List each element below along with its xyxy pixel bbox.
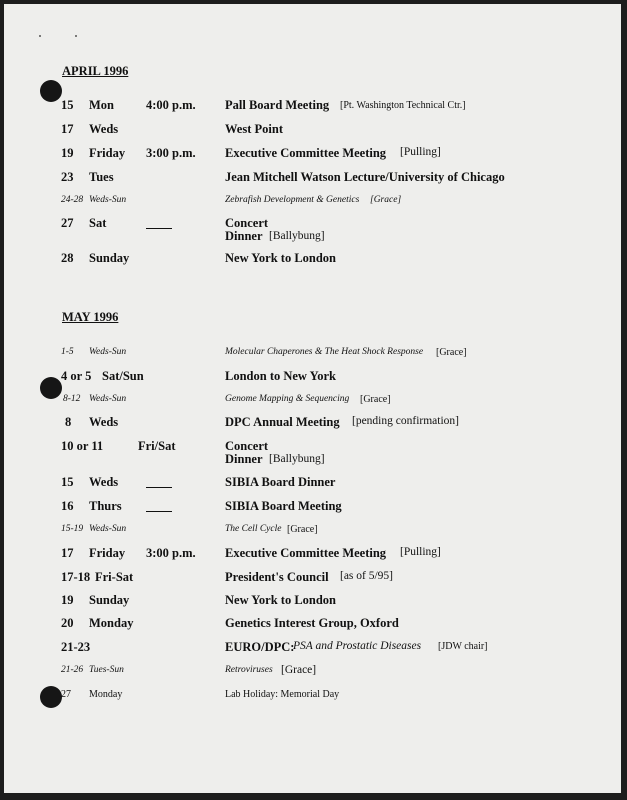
date: 8-12 (63, 394, 81, 404)
day: Friday (89, 146, 126, 160)
note: [Grace] (281, 664, 317, 676)
date: 17 (61, 122, 74, 136)
note: [Grace] (360, 394, 391, 405)
schedule-row (4, 216, 621, 246)
event: New York to London (225, 593, 337, 607)
date: 15-19 (61, 524, 84, 534)
date: 27 (61, 689, 71, 700)
time: 4:00 p.m. (146, 98, 196, 112)
date: 27 (61, 216, 74, 230)
blank-time-line (146, 511, 172, 512)
note: [Pulling] (400, 546, 441, 558)
event: Zebrafish Development & Genetics (225, 195, 360, 205)
date: 21-23 (61, 640, 91, 654)
schedule-row (4, 98, 621, 114)
day: Weds-Sun (89, 524, 127, 534)
date: 19 (61, 146, 74, 160)
schedule-row (4, 570, 621, 586)
day: Sat (89, 216, 107, 230)
schedule-row (4, 251, 621, 267)
date: 15 (61, 475, 74, 489)
day: Tues (89, 170, 114, 184)
event-italic: PSA and Prostatic Diseases (293, 640, 422, 652)
date: 1-5 (61, 347, 74, 357)
speck (75, 35, 77, 37)
event-line-2: Dinner (225, 229, 263, 243)
event: The Cell Cycle (225, 524, 282, 534)
speck (39, 35, 41, 37)
schedule-row (4, 146, 621, 162)
day: Weds-Sun (89, 347, 127, 357)
schedule-row (4, 546, 621, 562)
day: Weds (89, 475, 119, 489)
event: Executive Committee Meeting (225, 146, 387, 160)
schedule-row (4, 616, 621, 632)
note: [Grace] (436, 347, 467, 358)
date: 10 or 11 (61, 439, 104, 453)
date: 16 (61, 499, 74, 513)
schedule-row (4, 439, 621, 469)
date: 19 (61, 593, 74, 607)
schedule-row (4, 499, 621, 515)
note: [Grace] (370, 195, 402, 205)
schedule-row (4, 665, 621, 681)
day: Sunday (89, 593, 130, 607)
event: SIBIA Board Dinner (225, 475, 336, 489)
month-heading-april: APRIL 1996 (62, 64, 129, 78)
event: Jean Mitchell Watson Lecture/University of Chicago (225, 170, 505, 184)
date: 24-28 (61, 195, 84, 205)
event: Genetics Interest Group, Oxford (225, 616, 399, 630)
time: 3:00 p.m. (146, 546, 196, 560)
date: 15 (61, 98, 74, 112)
day: Monday (89, 616, 134, 630)
date: 23 (61, 170, 74, 184)
event: SIBIA Board Meeting (225, 499, 342, 513)
blank-time-line (146, 487, 172, 488)
day: Sat/Sun (102, 369, 144, 383)
event: West Point (225, 122, 283, 136)
note: [Ballybung] (269, 230, 325, 242)
schedule-row (4, 394, 621, 410)
blank-time-line (146, 228, 172, 229)
day: Thurs (89, 499, 122, 513)
schedule-row (4, 524, 621, 540)
date: 8 (65, 415, 72, 429)
day: Tues-Sun (89, 665, 124, 675)
time: 3:00 p.m. (146, 146, 196, 160)
document-page (4, 4, 621, 793)
date: 21-26 (61, 665, 84, 675)
event: Concert (225, 439, 269, 453)
day: Fri-Sat (95, 570, 134, 584)
event: Molecular Chaperones & The Heat Shock Response (225, 347, 424, 357)
schedule-row (4, 170, 621, 186)
schedule-row (4, 195, 621, 211)
day: Weds (89, 415, 119, 429)
schedule-row (4, 640, 621, 656)
day: Weds-Sun (89, 195, 127, 205)
schedule-row (4, 122, 621, 138)
note: [pending confirmation] (352, 415, 459, 427)
note: [as of 5/95] (340, 570, 394, 582)
event-line-2: Dinner (225, 452, 263, 466)
schedule-row (4, 475, 621, 491)
schedule-row (4, 593, 621, 609)
event: Concert (225, 216, 269, 230)
day: Mon (89, 98, 114, 112)
note: [Ballybung] (269, 453, 325, 465)
day: Friday (89, 546, 126, 560)
note: [JDW chair] (438, 641, 488, 652)
schedule-row (4, 347, 621, 363)
day: Fri/Sat (138, 439, 176, 453)
event: Pall Board Meeting (225, 98, 330, 112)
date: 20 (61, 616, 74, 630)
event: DPC Annual Meeting (225, 415, 340, 429)
event: EURO/DPC: (225, 640, 295, 654)
date: 17-18 (61, 570, 91, 584)
day: Weds (89, 122, 119, 136)
event: New York to London (225, 251, 337, 265)
date: 17 (61, 546, 74, 560)
event: London to New York (225, 369, 337, 383)
event: Lab Holiday: Memorial Day (225, 689, 340, 700)
day: Weds-Sun (89, 394, 127, 404)
schedule-row (4, 689, 621, 705)
note: [Grace] (287, 524, 318, 535)
note: [Pulling] (400, 146, 441, 158)
event: Retroviruses (225, 665, 273, 675)
schedule-row (4, 369, 621, 385)
event: President's Council (225, 570, 329, 584)
day: Monday (89, 689, 123, 700)
date: 4 or 5 (61, 369, 92, 383)
day: Sunday (89, 251, 130, 265)
schedule-row (4, 415, 621, 431)
event: Executive Committee Meeting (225, 546, 387, 560)
event: Genome Mapping & Sequencing (225, 394, 350, 404)
note: [Pt. Washington Technical Ctr.] (340, 100, 466, 111)
month-heading-may: MAY 1996 (62, 310, 119, 324)
date: 28 (61, 251, 74, 265)
